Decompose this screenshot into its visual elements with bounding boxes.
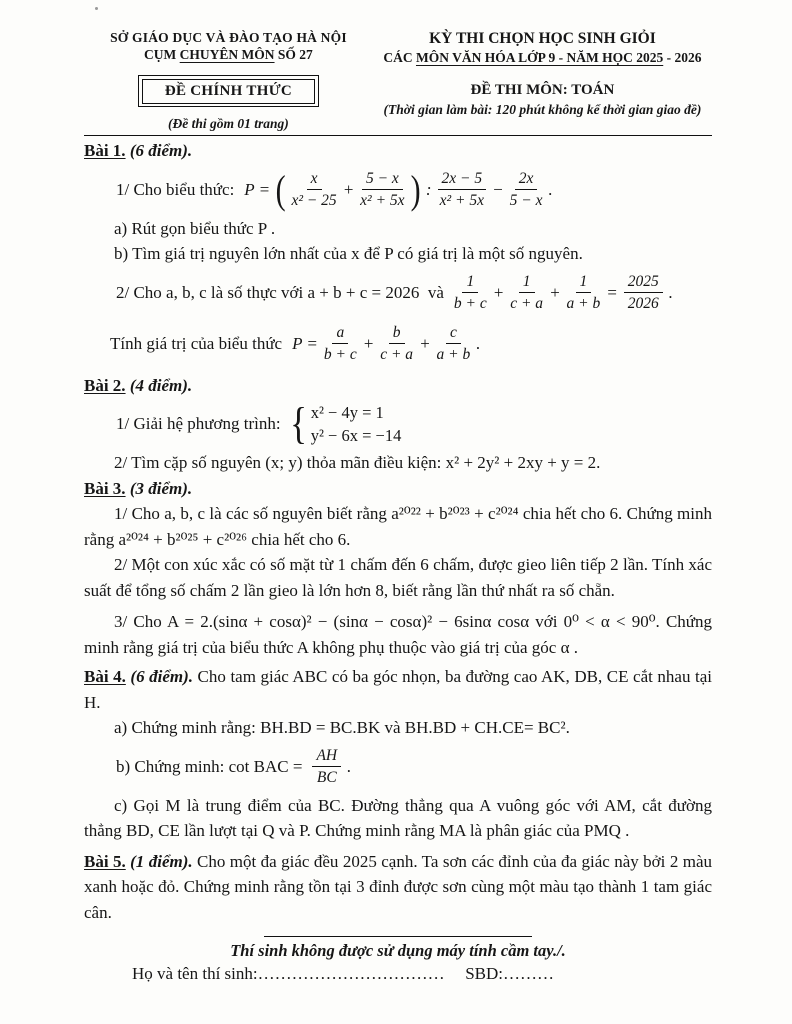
- bai3-q3: 3/ Cho A = 2.(sinα + cosα)² − (sinα − cosα)² − 6sinα cosα với 0⁰ < α < 90⁰. Chứng minh rằng giá trị của biểu thức A không phụ thuộc vào giá trị của góc α .: [84, 612, 712, 657]
- bai2-q1-label: 1/ Giải hệ phương trình:: [116, 414, 281, 433]
- bai4-c: c) Gọi M là trung điểm của BC. Đường thẳng qua A vuông góc với AM, cắt đường thẳng BD, CE lần lượt tại Q và P. Chứng minh rằng MA là phân giác của PMQ .: [84, 795, 712, 840]
- subtitle-post: - 2026: [663, 50, 702, 65]
- frac-numerator: 1: [519, 272, 535, 293]
- system-eq2: y² − 6x = −14: [310, 426, 402, 445]
- exam-title: KỲ THI CHỌN HỌC SINH GIỎI: [429, 30, 656, 47]
- frac-numerator: 2025: [624, 272, 663, 293]
- bai1-q1: [84, 165, 712, 215]
- bai4-b-label: b) Chứng minh: cot BAC =: [116, 756, 303, 776]
- frac-denominator: c + a: [380, 346, 414, 363]
- bai1-a: a) Rút gọn biểu thức P .: [114, 218, 276, 238]
- math-end: .: [548, 179, 553, 199]
- bai2-q1: [84, 399, 712, 449]
- math-operator: :: [425, 179, 432, 199]
- bai1-q2-label: 2/ Cho a, b, c là số thực với a + b + c = 2026 và: [116, 282, 444, 302]
- bai5-heading: [84, 849, 712, 926]
- math-operator: +: [492, 282, 505, 302]
- bai5-points: (1 điểm).: [125, 851, 193, 871]
- math-operator: +: [342, 179, 355, 199]
- no-calculator-note: Thí sinh không được sử dụng máy tính cầm tay./.: [230, 941, 566, 960]
- frac-numerator: b: [389, 323, 405, 344]
- bai4-heading: [84, 664, 712, 715]
- frac-denominator: b + c: [453, 295, 487, 312]
- fraction: [324, 323, 357, 364]
- system-brace: {: [289, 399, 307, 448]
- fraction: [567, 272, 601, 313]
- subject-title: ĐỀ THI MÔN: TOÁN: [470, 82, 615, 98]
- bai1-title: Bài 1.: [84, 141, 126, 160]
- bai2-title: Bài 2.: [84, 375, 126, 395]
- cluster-pre: CỤM: [144, 47, 180, 62]
- frac-denominator: a + b: [566, 295, 601, 312]
- system-equations: [311, 401, 402, 447]
- bai1-b: b) Tìm giá trị nguyên lớn nhất của x để P có giá trị là một số nguyên.: [114, 244, 583, 263]
- scan-speck: [95, 7, 98, 10]
- fraction: [624, 272, 663, 313]
- fraction: [380, 323, 413, 364]
- exam-body: [84, 138, 712, 984]
- math-end: .: [347, 756, 352, 776]
- bai4-intro: Cho tam giác ABC có ba góc nhọn, ba đường cao AK, DB, CE cắt nhau tại H.: [84, 667, 712, 712]
- name-label-text: Họ và tên thí sinh:: [132, 964, 258, 983]
- fraction: [438, 169, 487, 210]
- frac-denominator: a + b: [436, 346, 471, 363]
- bai4-title: Bài 4.: [84, 667, 126, 686]
- math-operator: +: [549, 282, 561, 302]
- cluster-post: SỐ 27: [274, 47, 313, 62]
- duration-note: (Thời gian làm bài: 120 phút không kể thời gian giao đề): [383, 102, 702, 117]
- subtitle-pre: CÁC: [383, 50, 416, 65]
- cluster-name: [84, 47, 373, 63]
- sbd-label: [465, 964, 554, 984]
- fraction: [510, 169, 543, 210]
- bai3-q2: 2/ Một con xúc xắc có số mặt từ 1 chấm đến 6 chấm, được gieo liên tiếp 2 lần. Tính xác suất để tổng số chấm 2 lần gieo là lớn hơn 8, biết rằng lần thứ nhất ra số chẵn.: [84, 555, 712, 600]
- bai4-b-formula: [309, 746, 354, 787]
- math-end: .: [668, 282, 673, 302]
- math-operator: =: [606, 282, 618, 302]
- bai1-q2-calc-formula: [289, 323, 483, 364]
- bai5-body: Cho một đa giác đều 2025 cạnh. Ta sơn các đỉnh của đa giác này bởi 2 màu xanh hoặc đỏ. Chứng minh rằng tồn tại 3 đỉnh được sơn cùng một màu tạo thành 1 tam giác cân.: [84, 851, 712, 922]
- footer-divider: [264, 936, 532, 937]
- frac-numerator: AH: [312, 746, 341, 767]
- math-operator: +: [419, 333, 431, 353]
- bai1-q2-calc: [84, 319, 712, 369]
- frac-numerator: x: [307, 169, 322, 190]
- bai3-heading: [84, 476, 712, 502]
- frac-numerator: 1: [576, 272, 592, 293]
- bai4-a: a) Chứng minh rằng: BH.BD = BC.BK và BH.BD + CH.CE= BC².: [114, 718, 570, 737]
- frac-denominator: 5 − x: [509, 192, 543, 209]
- bai1-points: (6 điểm).: [125, 141, 193, 160]
- frac-numerator: 1: [462, 272, 478, 293]
- fraction: [360, 169, 404, 210]
- math-end: .: [476, 333, 481, 353]
- frac-denominator: b + c: [323, 346, 357, 363]
- math-lhs: P =: [244, 179, 271, 199]
- fraction: [437, 323, 471, 364]
- candidate-name-label: [132, 964, 445, 984]
- bai2-q2: 2/ Tìm cặp số nguyên (x; y) thỏa mãn điều kiện: x² + 2y² + 2xy + y = 2.: [114, 453, 601, 472]
- bai2-points: (4 điểm).: [125, 375, 193, 395]
- bai4-b: [84, 742, 712, 792]
- bai3-q1: 1/ Cho a, b, c là các số nguyên biết rằng a²⁰²² + b²⁰²³ + c²⁰²⁴ chia hết cho 6. Chứng minh rằng a²⁰²⁴ + b²⁰²⁵ + c²⁰²⁶ chia hết cho 6.: [84, 504, 712, 549]
- system-eq1: x² − 4y = 1: [310, 403, 384, 422]
- cluster-underlined: CHUYÊN MÔN: [179, 47, 275, 62]
- frac-denominator: BC: [316, 769, 337, 786]
- bai2-heading: [84, 373, 712, 399]
- header-divider: [84, 135, 712, 136]
- bai1-q1-formula: [241, 166, 555, 212]
- exam-subtitle: [373, 50, 712, 66]
- math-operator: +: [362, 333, 375, 353]
- math-lhs: P =: [292, 333, 318, 353]
- math-operator: −: [492, 179, 504, 199]
- bai1-q1-label: 1/ Cho biểu thức:: [116, 179, 235, 199]
- pages-note: (Đề thi gồm 01 trang): [168, 116, 289, 131]
- sbd-label-text: SBD:: [465, 964, 503, 983]
- official-exam-box: [138, 75, 318, 107]
- bai1-q2: [84, 268, 712, 318]
- bai4-points: (6 điểm).: [125, 667, 194, 686]
- bai1-q2-calc-label: Tính giá trị của biểu thức: [110, 333, 283, 353]
- footer-fill-row: [84, 964, 712, 984]
- frac-numerator: 5 − x: [362, 169, 403, 190]
- bai1-heading: [84, 138, 712, 164]
- header-right: [373, 30, 712, 132]
- frac-numerator: 2x: [515, 169, 538, 190]
- fraction: [291, 169, 336, 210]
- header-left: [84, 30, 373, 132]
- bai5-title: Bài 5.: [84, 851, 126, 871]
- open-paren: (: [275, 166, 286, 212]
- fraction: [312, 746, 341, 787]
- official-exam-label: ĐỀ CHÍNH THỨC: [142, 79, 315, 104]
- bai3-title: Bài 3.: [84, 478, 126, 498]
- frac-denominator: 2026: [627, 295, 659, 312]
- close-paren: ): [410, 166, 421, 212]
- bai1-q2-formula: [451, 272, 676, 313]
- bai2-system: [288, 401, 402, 447]
- frac-denominator: x² − 25: [291, 192, 337, 209]
- fraction: [454, 272, 487, 313]
- name-dotted-line: ……………………………: [257, 964, 445, 983]
- frac-numerator: c: [446, 323, 461, 344]
- frac-denominator: c + a: [510, 295, 544, 312]
- subtitle-underlined: MÔN VĂN HÓA LỚP 9 - NĂM HỌC 2025: [415, 50, 664, 65]
- frac-denominator: x² + 5x: [439, 192, 485, 209]
- bai3-points: (3 điểm).: [125, 478, 193, 498]
- header: [84, 30, 712, 132]
- fraction: [510, 272, 543, 313]
- frac-numerator: a: [332, 323, 348, 344]
- department-name: SỞ GIÁO DỤC VÀ ĐÀO TẠO HÀ NỘI: [110, 30, 347, 45]
- sbd-dotted-line: ………: [503, 964, 554, 983]
- frac-denominator: x² + 5x: [360, 192, 405, 209]
- frac-numerator: 2x − 5: [438, 169, 487, 190]
